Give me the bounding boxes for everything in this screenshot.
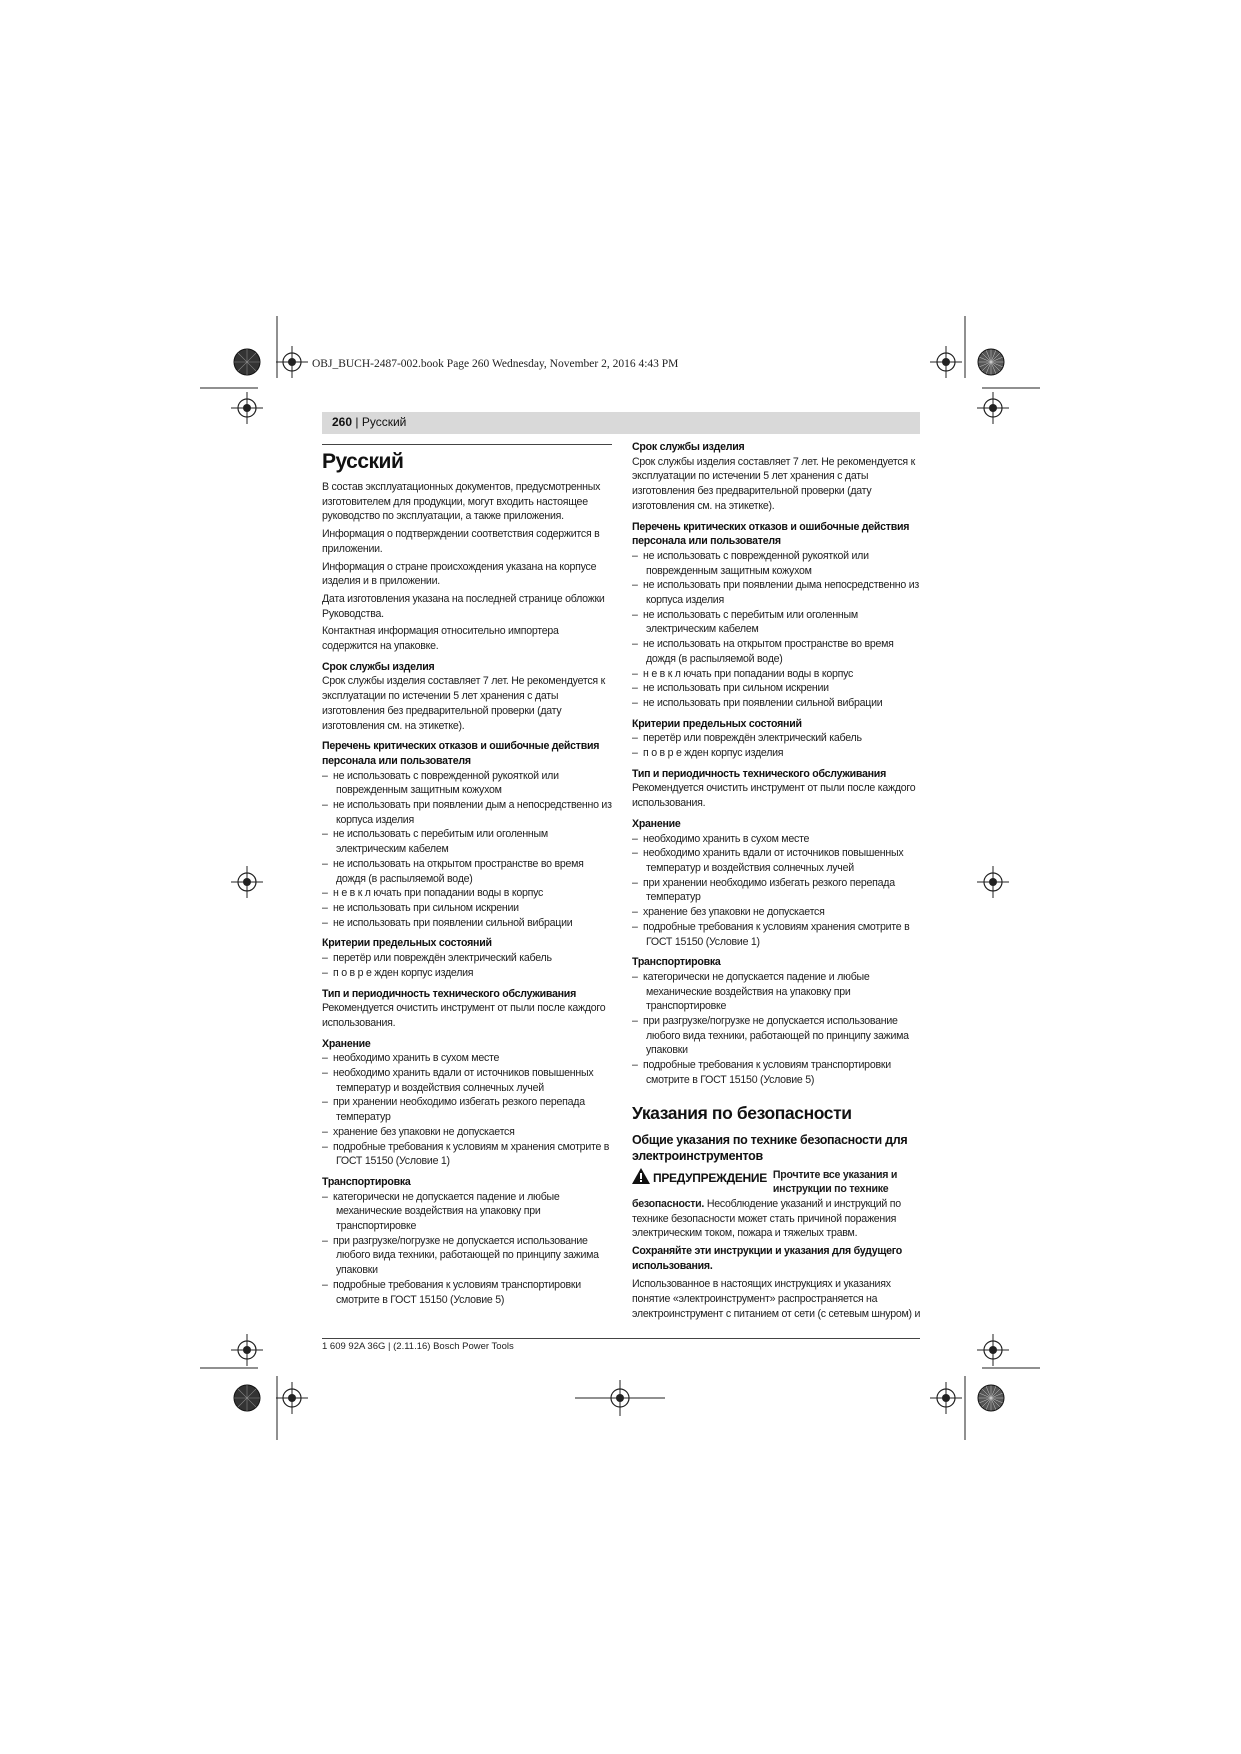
safety-title: Указания по безопасности — [632, 1102, 852, 1123]
list-item: – при разгрузке/погрузке не допускается использование любого вида техники, работающей по принципу зажима упаковки — [632, 1014, 924, 1058]
warning-label: ПРЕДУПРЕЖДЕНИЕ — [653, 1170, 767, 1185]
limits-list — [322, 951, 612, 980]
transport-heading: Транспортировка — [632, 956, 721, 969]
definition-text: Использованное в настоящих инструкциях и указаниях понятие «электроинструмент» распространяется на электроинструмент с питанием от сети (с сетевым шнуром) и — [632, 1278, 921, 1320]
page-number: 260 — [332, 415, 353, 429]
list-item: – необходимо хранить вдали от источников повышенных температур и воздействия солнечных лучей — [632, 846, 924, 875]
warning-triangle-icon — [632, 1168, 650, 1188]
transport-list — [322, 1190, 612, 1308]
list-item: – не использовать при появлении сильной вибрации — [632, 696, 924, 711]
list-item: – не использовать на открытом пространстве во время дождя (в распыляемой воде) — [632, 637, 924, 666]
list-item: – перетёр или повреждён электрический кабель — [632, 731, 924, 746]
service-life-text: Срок службы изделия составляет 7 лет. Не рекомендуется к эксплуатации по истечении 5 лет хранения с даты изготовления без предварительной проверки (дату изготовления см. на этикетке). — [632, 455, 915, 512]
list-item: – не использовать с поврежденной рукояткой или поврежденным защитным кожухом — [322, 769, 612, 798]
list-item: – категорически не допускается падение и любые механические воздействия на упаковку при транспортировке — [322, 1190, 612, 1234]
left-column — [322, 444, 612, 1309]
list-item: – подробные требования к условиям хранения смотрите в ГОСТ 15150 (Условие 1) — [632, 920, 924, 949]
footer: 1 609 92A 36G | (2.11.16) Bosch Power Tools — [322, 1341, 514, 1352]
intro-paragraph: Информация о стране происхождения указана на корпусе изделия и в приложении. — [322, 560, 597, 588]
service-life-heading: Срок службы изделия — [632, 441, 745, 453]
intro-paragraph: В состав эксплуатационных документов, предусмотренных изготовителем для продукции, могут входить настоящее руководство по эксплуатации, а также приложения. — [322, 481, 601, 523]
intro-paragraph: Информация о подтверждении соответствия содержится в приложении. — [322, 528, 600, 555]
storage-list — [632, 832, 924, 950]
warning-heading: Прочтите все указания и инструкции по технике — [772, 1168, 898, 1196]
list-item: – при хранении необходимо избегать резкого перепада температур — [322, 1095, 612, 1124]
list-item: – не использовать при появлении сильной вибрации — [322, 916, 612, 931]
header-separator: | — [355, 415, 359, 429]
limits-heading: Критерии предельных состояний — [632, 717, 802, 730]
maintenance-text: Рекомендуется очистить инструмент от пыли после каждого использования. — [632, 782, 916, 810]
service-life-heading: Срок службы изделия — [322, 660, 435, 673]
footer-rule — [322, 1338, 920, 1339]
list-item: – необходимо хранить в сухом месте — [632, 832, 924, 847]
storage-heading: Хранение — [632, 817, 681, 830]
running-header — [332, 415, 406, 429]
header-section: Русский — [361, 415, 407, 429]
list-item: – не использовать с перебитым или оголенным электрическим кабелем — [632, 608, 924, 637]
list-item: – не использовать с поврежденной рукояткой или поврежденным защитным кожухом — [632, 549, 924, 578]
warning-text: Несоблюдение указаний и инструкций по технике безопасности может стать причиной поражения электрическим током, пожара и тяжелых травм. — [632, 1197, 901, 1240]
storage-list — [322, 1051, 612, 1169]
list-item: – при разгрузке/погрузке не допускается использование любого вида техники, работающей по принципу зажима упаковки — [322, 1234, 612, 1278]
header-band — [322, 412, 920, 434]
language-title: Русский — [322, 450, 404, 473]
maintenance-text: Рекомендуется очистить инструмент от пыли после каждого использования. — [322, 1002, 606, 1029]
right-column — [632, 440, 924, 1325]
keep-instructions-heading: Сохраняйте эти инструкции и указания для будущего использования. — [632, 1245, 902, 1272]
list-item: – п о в р е жден корпус изделия — [632, 746, 924, 761]
intro-paragraph: Контактная информация относительно импортера содержится на упаковке. — [322, 625, 559, 653]
list-item: – не использовать с перебитым или оголенным электрическим кабелем — [322, 827, 612, 856]
safety-subtitle: Общие указания по технике безопасности для электроинструментов — [632, 1132, 908, 1163]
title-rule — [322, 444, 612, 445]
list-item: – перетёр или повреждён электрический кабель — [322, 951, 612, 966]
list-item: – н е в к л ючать при попадании воды в корпус — [322, 886, 612, 901]
intro-block — [322, 480, 612, 654]
list-item: – не использовать при появлении дыма непосредственно из корпуса изделия — [632, 578, 924, 607]
transport-list — [632, 970, 924, 1088]
list-item: – не использовать на открытом пространстве во время дождя (в распыляемой воде) — [322, 857, 612, 886]
list-item: – подробные требования к условиям м хранения смотрите в ГОСТ 15150 (Условие 1) — [322, 1140, 612, 1169]
slug-line: OBJ_BUCH-2487-002.book Page 260 Wednesday, November 2, 2016 4:43 PM — [312, 358, 679, 370]
warning-badge — [632, 1168, 767, 1188]
limits-list — [632, 731, 924, 760]
service-life-text: Срок службы изделия составляет 7 лет. Не рекомендуется к эксплуатации по истечении 5 лет хранения с даты изготовления без предварительной проверки (дату изготовления см. на этикетке). — [322, 675, 605, 732]
failures-heading: Перечень критических отказов и ошибочные действия персонала или пользователя — [322, 740, 600, 767]
list-item: – не использовать при сильном искрении — [322, 901, 612, 916]
list-item: – не использовать при появлении дым а непосредственно из корпуса изделия — [322, 798, 612, 827]
transport-heading: Транспортировка — [322, 1175, 411, 1188]
list-item: – подробные требования к условиям транспортировки смотрите в ГОСТ 15150 (Условие 5) — [632, 1058, 924, 1087]
maintenance-heading: Тип и периодичность технического обслуживания — [322, 987, 577, 1000]
maintenance-heading: Тип и периодичность технического обслуживания — [632, 767, 887, 780]
list-item: – при хранении необходимо избегать резкого перепада температур — [632, 876, 924, 905]
warning-heading-end: безопасности. — [632, 1197, 705, 1210]
list-item: – необходимо хранить вдали от источников повышенных температур и воздействия солнечных лучей — [322, 1066, 612, 1095]
list-item: – категорически не допускается падение и любые механические воздействия на упаковку при транспортировке — [632, 970, 924, 1014]
intro-paragraph: Дата изготовления указана на последней странице обложки Руководства. — [322, 592, 605, 620]
list-item: – хранение без упаковки не допускается — [632, 905, 924, 920]
failures-heading: Перечень критических отказов и ошибочные действия персонала или пользователя — [632, 520, 910, 548]
limits-heading: Критерии предельных состояний — [322, 937, 492, 950]
list-item: – необходимо хранить в сухом месте — [322, 1051, 612, 1066]
list-item: – п о в р е жден корпус изделия — [322, 966, 612, 981]
list-item: – н е в к л ючать при попадании воды в корпус — [632, 667, 924, 682]
failures-list — [322, 769, 612, 931]
list-item: – хранение без упаковки не допускается — [322, 1125, 612, 1140]
list-item: – подробные требования к условиям транспортировки смотрите в ГОСТ 15150 (Условие 5) — [322, 1278, 612, 1307]
warning-block — [632, 1168, 924, 1197]
storage-heading: Хранение — [322, 1037, 371, 1050]
list-item: – не использовать при сильном искрении — [632, 681, 924, 696]
failures-list — [632, 549, 924, 711]
